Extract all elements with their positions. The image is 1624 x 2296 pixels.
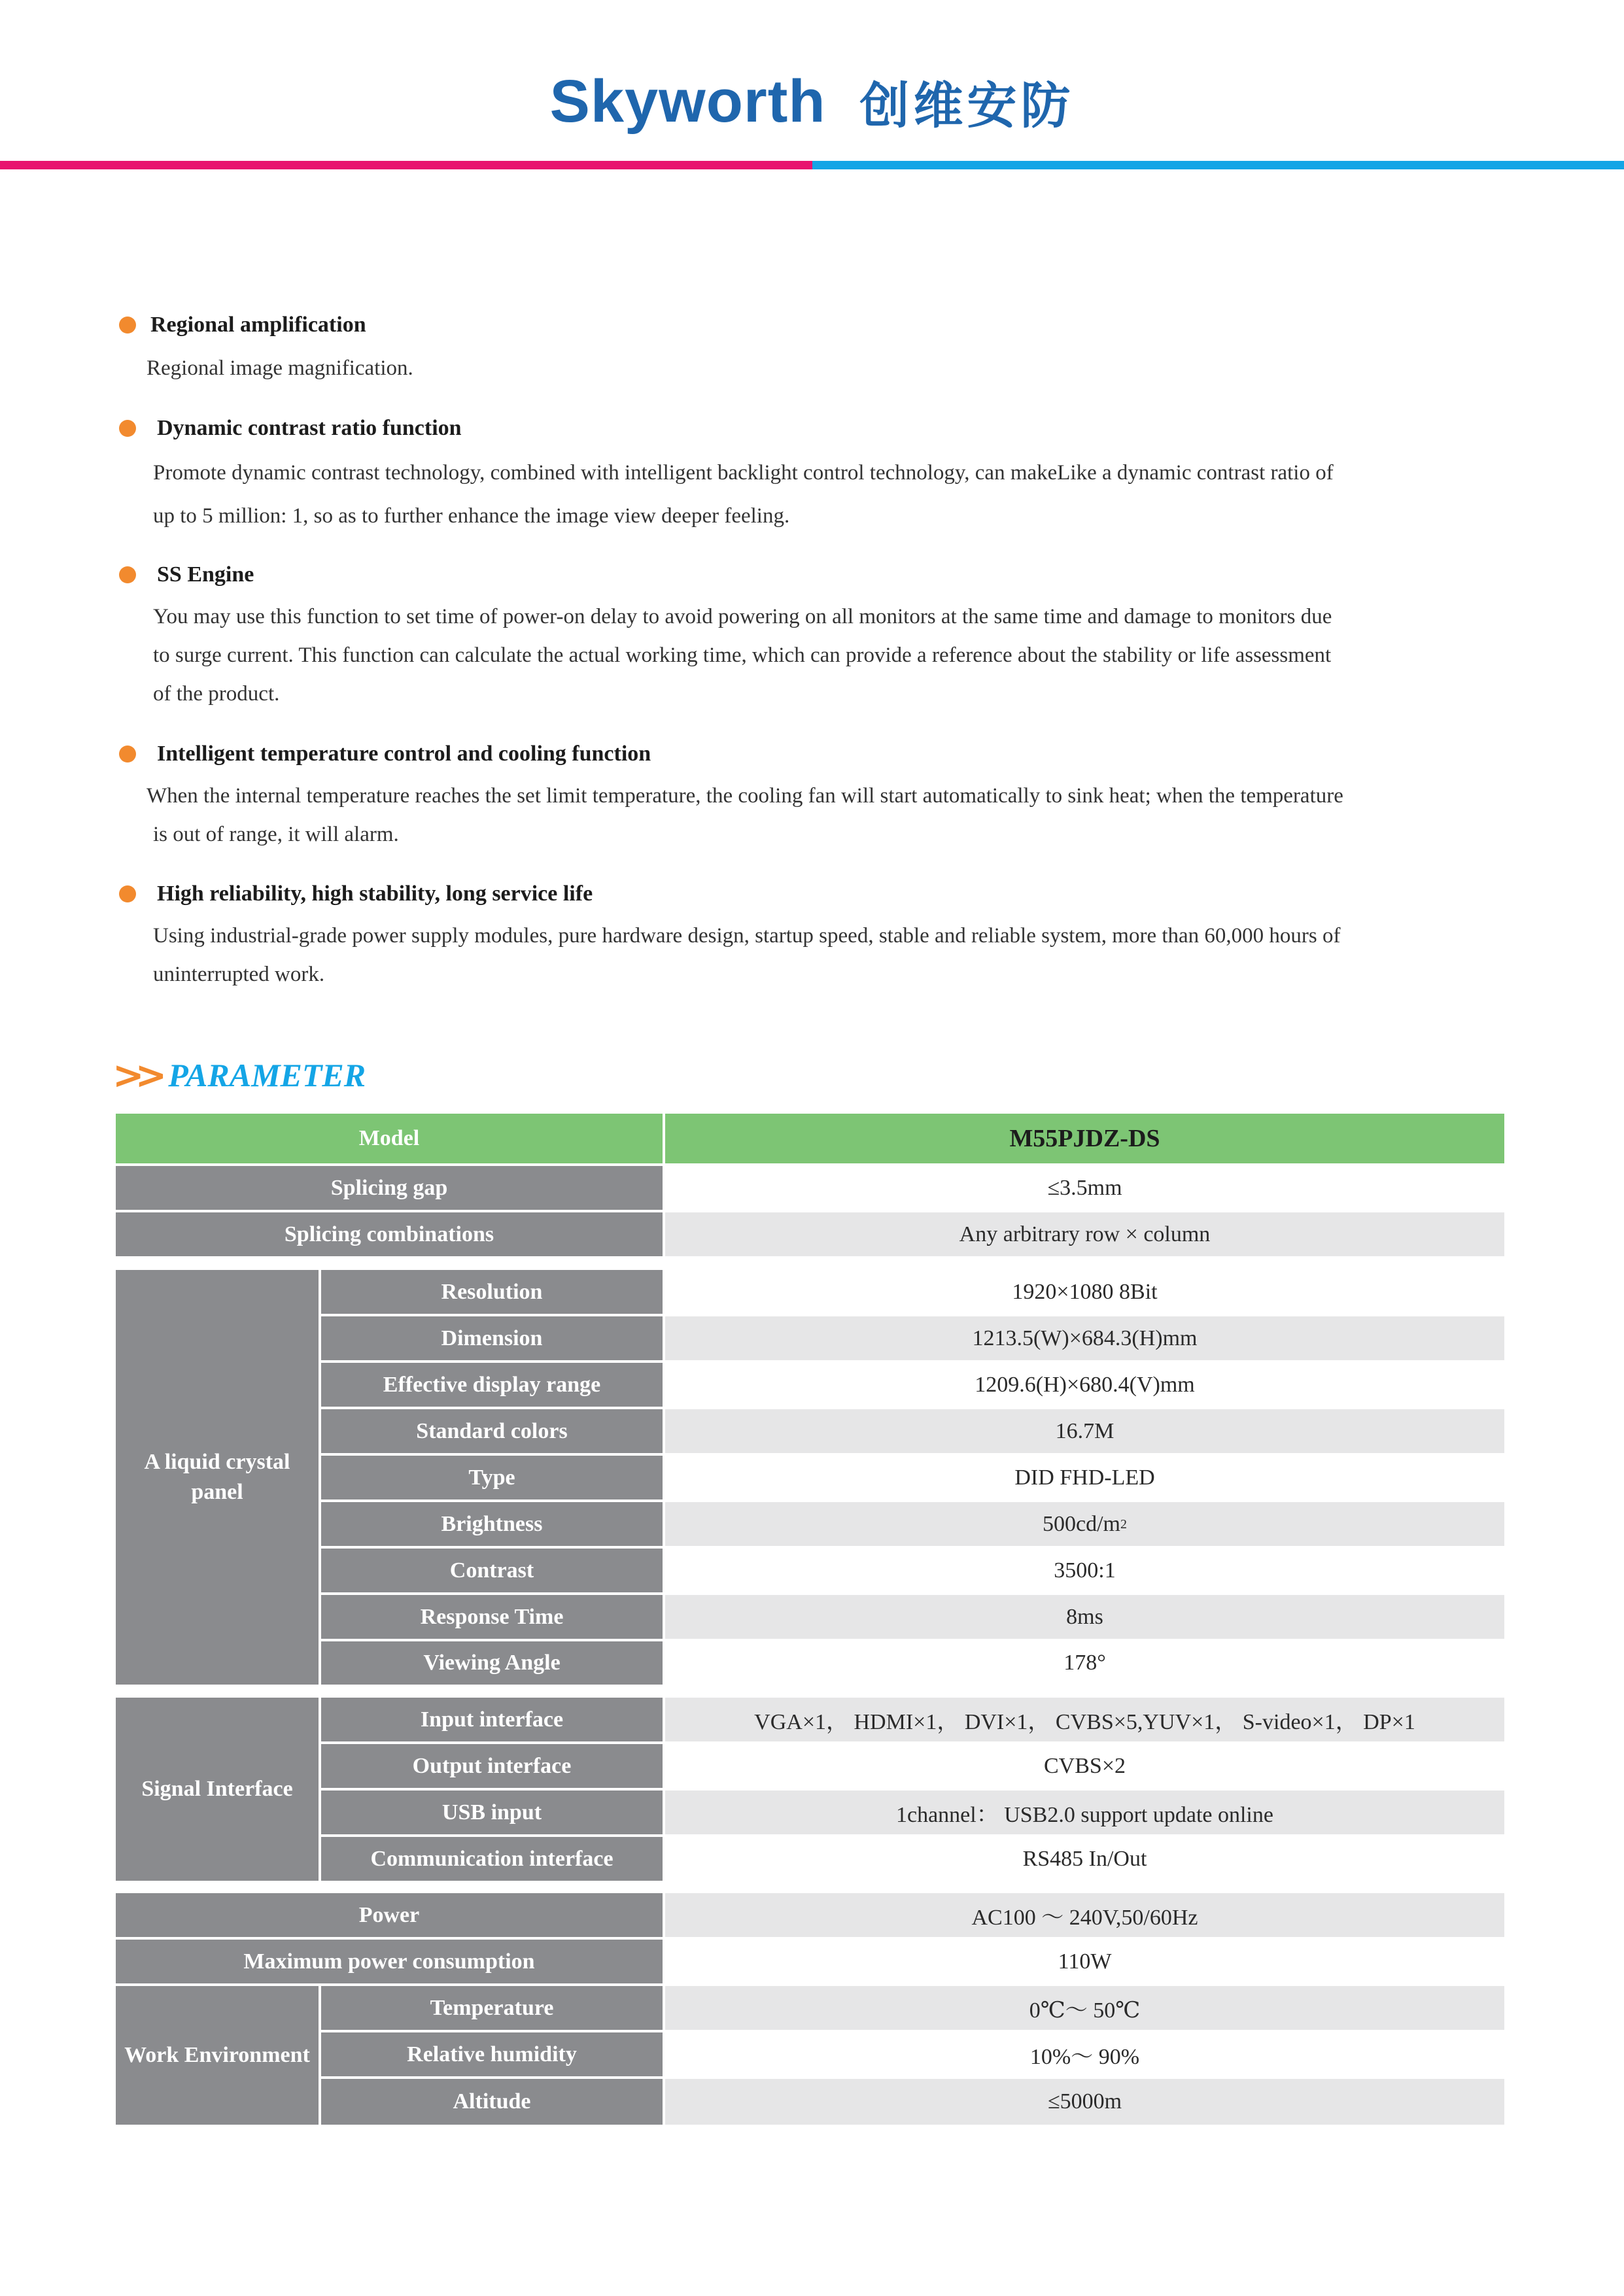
table-row-value: 10%～ 90%	[1029, 2045, 1140, 2069]
feature-text-line: of the product.	[153, 682, 280, 706]
bullet-icon	[119, 566, 136, 583]
table-row-label: Standard colors	[321, 1409, 663, 1453]
table-row-label: Power	[116, 1893, 663, 1937]
table-row-value: CVBS×2	[1044, 1753, 1126, 1778]
table-row-value: 1209.6(H)×680.4(V)mm	[975, 1372, 1195, 1397]
parameter-title: PARAMETER	[168, 1057, 366, 1093]
table-row-label: Dimension	[321, 1316, 663, 1360]
table-row-label: Effective display range	[321, 1363, 663, 1407]
feature-text-line: uninterrupted work.	[153, 963, 325, 986]
feature-text-line: Using industrial-grade power supply modules, pure hardware design, startup speed, stable and reliable system, more than 60,000 hours of	[153, 924, 1341, 948]
table-row-value: 3500:1	[1054, 1558, 1116, 1583]
table-row-value: 500cd/m 2	[665, 1502, 1504, 1546]
table-row-value: 0℃～ 50℃	[665, 1986, 1504, 2030]
table-row-value: Any arbitrary row × column	[665, 1212, 1504, 1256]
table-row-label: Input interface	[321, 1698, 663, 1741]
table-row-label: Response Time	[321, 1595, 663, 1639]
table-row-label: Output interface	[321, 1744, 663, 1788]
feature-title: Dynamic contrast ratio function	[157, 416, 462, 440]
table-row-value: 16.7M	[665, 1409, 1504, 1453]
feature-text-line: Regional image magnification.	[147, 356, 413, 380]
parameter-heading	[112, 1049, 366, 1101]
feature-text-line: When the internal temperature reaches the set limit temperature, the cooling fan will start automatically to sink heat; when the temperature	[147, 784, 1343, 808]
bullet-icon	[119, 745, 136, 762]
table-row-label: Resolution	[321, 1270, 663, 1314]
model-value-cell: M55PJDZ-DS	[665, 1114, 1504, 1163]
feature-title: High reliability, high stability, long service life	[157, 882, 593, 906]
brand-name-cn: 创维安防	[859, 76, 1075, 135]
table-row-value: DID FHD-LED	[1014, 1465, 1155, 1490]
feature-text-line: up to 5 million: 1, so as to further enhance the image view deeper feeling.	[153, 504, 790, 528]
feature-text-line: Promote dynamic contrast technology, combined with intelligent backlight control technology, can makeLike a dynamic contrast ratio of	[153, 461, 1334, 485]
table-row-value: 178°	[1063, 1651, 1106, 1675]
header-rule-left	[0, 161, 812, 169]
table-row-value: 1213.5(W)×684.3(H)mm	[665, 1316, 1504, 1360]
table-row-label: Temperature	[321, 1986, 663, 2030]
table-row-label: Splicing combinations	[116, 1212, 663, 1256]
feature-text-line: to surge current. This function can calculate the actual working time, which can provide a reference about the stability or life assessment	[153, 643, 1332, 667]
feature-text-line: is out of range, it will alarm.	[153, 823, 399, 846]
table-row-value: RS485 In/Out	[1022, 1846, 1147, 1871]
group-label-work-environment: Work Environment	[116, 1986, 319, 2125]
table-row-value: AC100 ～ 240V,50/60Hz	[665, 1893, 1504, 1937]
group-label-signal-interface: Signal Interface	[116, 1698, 319, 1881]
table-row-value: 110W	[1058, 1949, 1112, 1974]
double-chevron-right-icon: >>	[112, 1053, 158, 1097]
feature-title: Regional amplification	[150, 313, 366, 337]
table-row-label: Viewing Angle	[321, 1641, 663, 1685]
bullet-icon	[119, 317, 136, 334]
table-row-label: Contrast	[321, 1549, 663, 1592]
table-row-value: 1channel： USB2.0 support update online	[665, 1791, 1504, 1834]
header-rule-right	[812, 161, 1624, 169]
model-label-cell: Model	[116, 1114, 663, 1163]
feature-text-line: You may use this function to set time of power-on delay to avoid powering on all monitors at the same time and damage to monitors due	[153, 605, 1332, 628]
table-row-label: Type	[321, 1456, 663, 1499]
table-row-label: Communication interface	[321, 1837, 663, 1881]
group-label-lcd-panel: A liquid crystal panel	[116, 1270, 319, 1685]
bullet-icon	[119, 885, 136, 902]
bullet-icon	[119, 420, 136, 437]
table-row-value: 8ms	[665, 1595, 1504, 1639]
table-row-label: Brightness	[321, 1502, 663, 1546]
table-row-value: ≤3.5mm	[1047, 1175, 1122, 1200]
brand-logo	[0, 65, 1624, 137]
table-row-label: Splicing gap	[116, 1166, 663, 1210]
brightness-value: 500cd/m	[1043, 1511, 1120, 1536]
table-row-label: Maximum power consumption	[116, 1940, 663, 1983]
table-row-value: ≤5000m	[665, 2079, 1504, 2125]
table-row-value: 1920×1080 8Bit	[1012, 1279, 1158, 1304]
feature-title: SS Engine	[157, 562, 254, 587]
table-row-label: Altitude	[321, 2079, 663, 2125]
table-row-label: Relative humidity	[321, 2032, 663, 2076]
feature-title: Intelligent temperature control and cooling function	[157, 742, 651, 766]
brand-name-en: Skyworth	[549, 67, 826, 135]
table-row-value: VGA×1， HDMI×1， DVI×1， CVBS×5,YUV×1， S-video×1， DP×1	[665, 1698, 1504, 1741]
table-row-label: USB input	[321, 1791, 663, 1834]
